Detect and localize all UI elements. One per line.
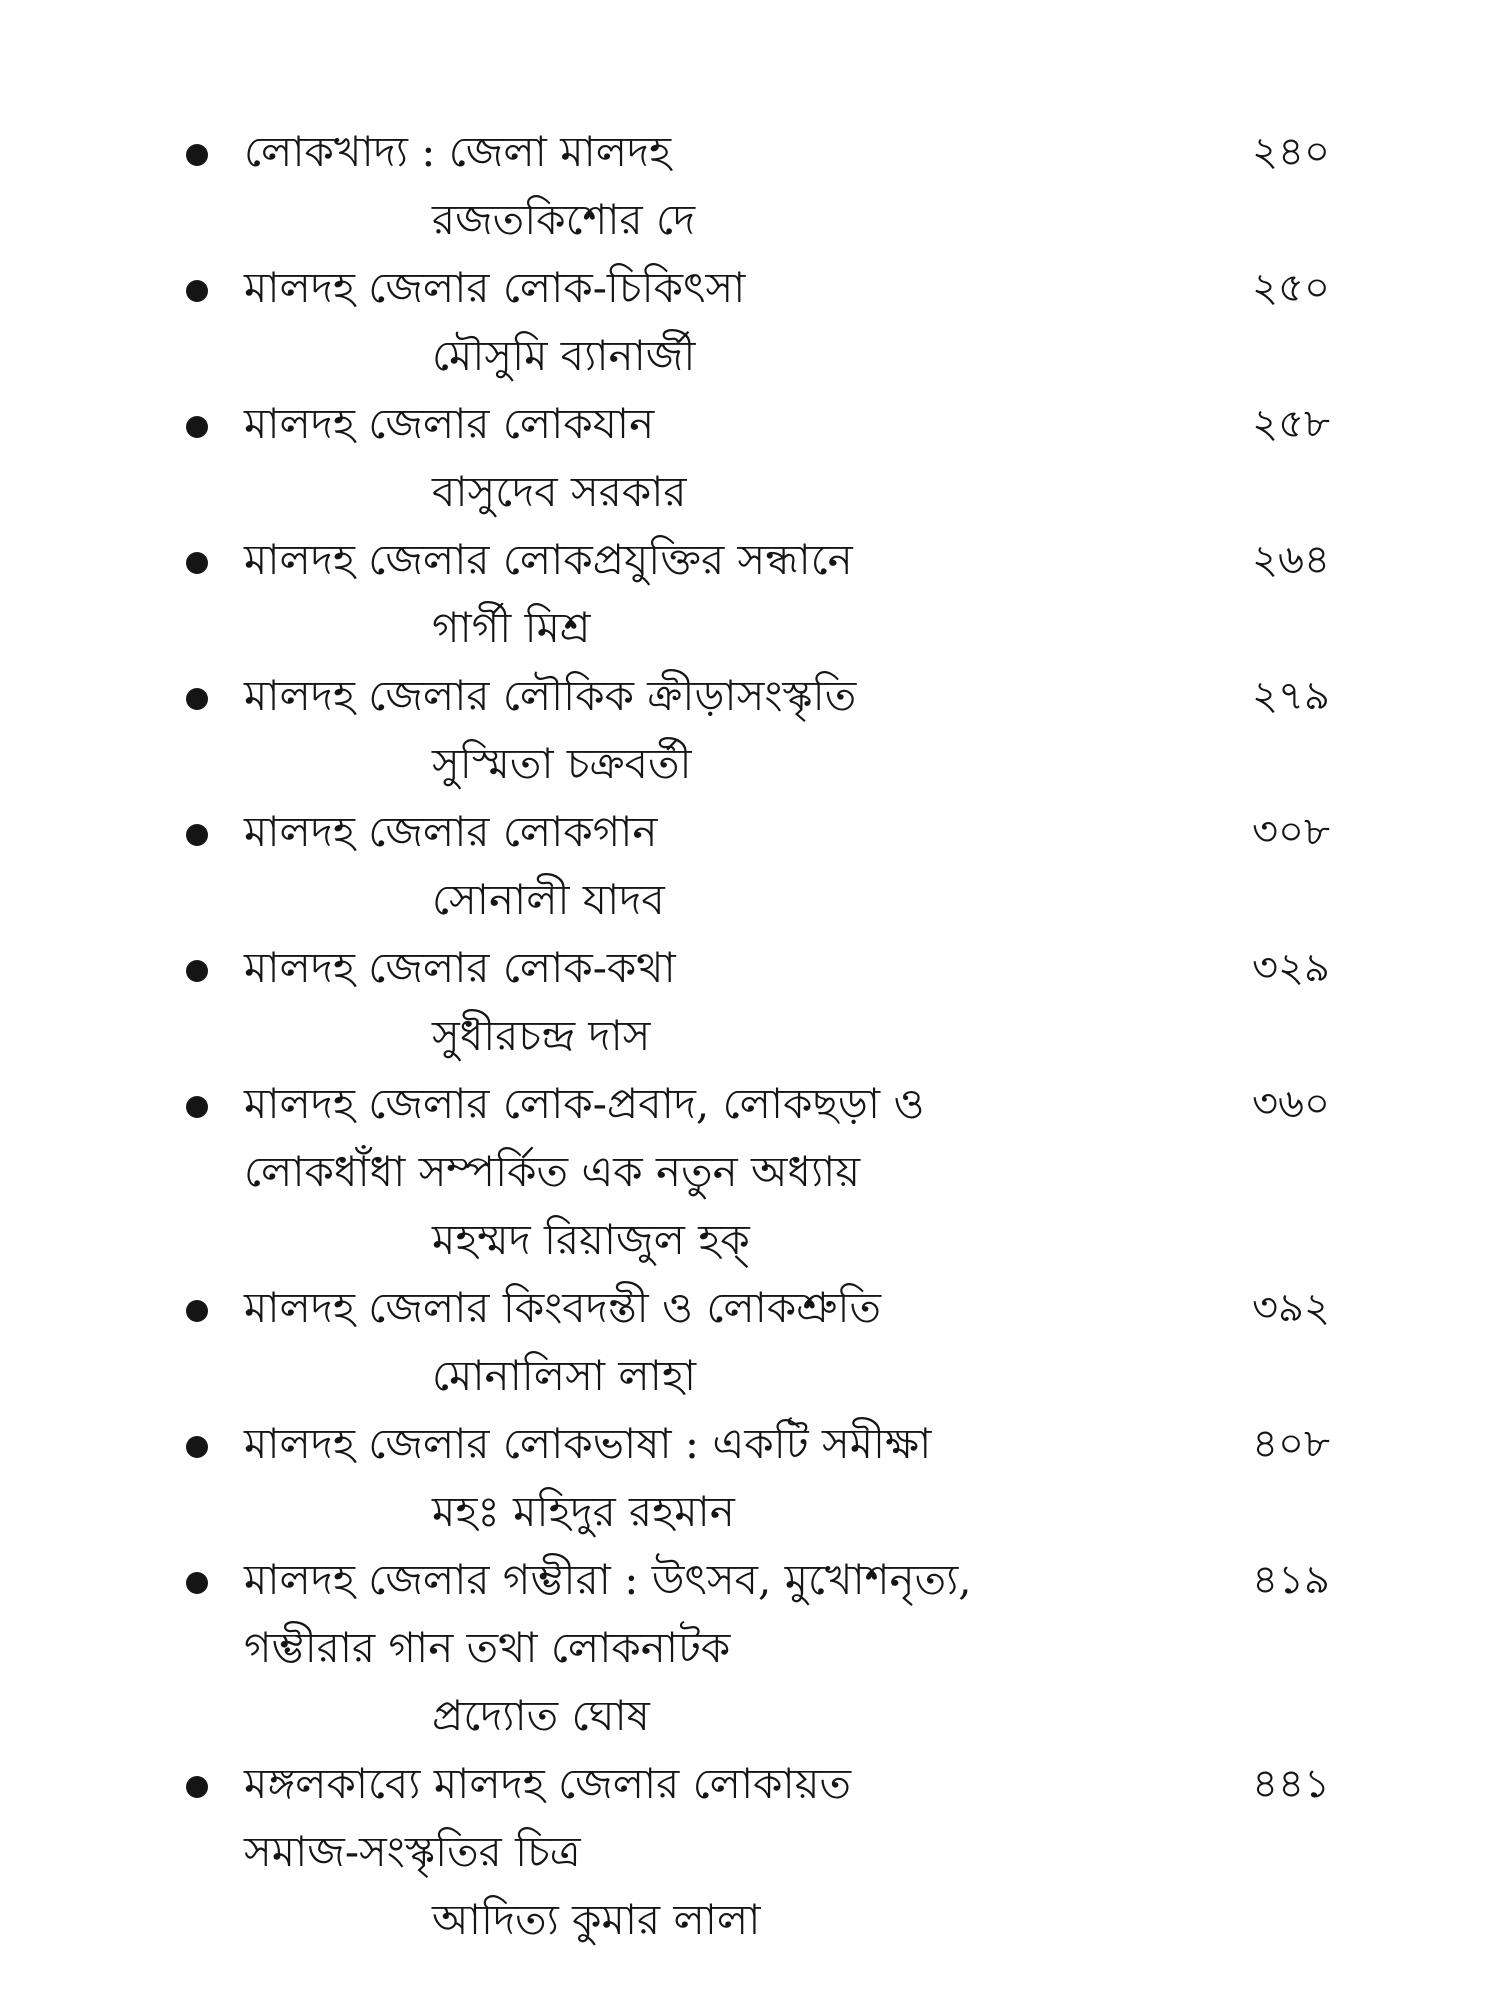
bullet-icon [186,1436,208,1458]
entry-page-number: ৩৯২ [1252,1285,1330,1331]
entry-page-number: ৪১৯ [1252,1557,1330,1603]
entry-page-number: ২৫৮ [1252,401,1330,447]
entry-title: মালদহ জেলার লোকগান [244,807,658,856]
entry-author: আদিত্য কুমার লালা [432,1895,761,1944]
bullet-icon [186,1300,208,1322]
entry-page-number: ২৪০ [1252,129,1330,175]
entry-title-continued: গম্ভীরার গান তথা লোকনাটক [244,1623,731,1672]
entry-author: গার্গী মিশ্র [432,603,591,652]
bullet-icon [186,144,208,166]
bullet-icon [186,1572,208,1594]
entry-page-number: ৪৪১ [1252,1761,1330,1807]
entry-title: মালদহ জেলার লোকপ্রযুক্তির সন্ধানে [244,535,853,584]
entry-title-continued: সমাজ-সংস্কৃতির চিত্র [244,1827,581,1876]
entry-author: মহঃ মহিদুর রহমান [432,1487,735,1536]
entry-author: প্রদ্যোত ঘোষ [432,1691,650,1740]
entry-author: মোনালিসা লাহা [432,1351,697,1400]
entry-title: মালদহ জেলার লৌকিক ক্রীড়াসংস্কৃতি [244,671,857,720]
entry-page-number: ২৭৯ [1252,673,1330,719]
entry-title: মালদহ জেলার লোকযান [244,399,655,448]
entry-title: মালদহ জেলার লোক-কথা [244,943,676,992]
bullet-icon [186,280,208,302]
entry-author: সুস্মিতা চক্রবর্তী [432,739,692,788]
bullet-icon [186,824,208,846]
entry-page-number: ৪০৮ [1252,1421,1330,1467]
entry-author: সুধীরচন্দ্র দাস [432,1011,651,1060]
bullet-icon [186,688,208,710]
entry-author: বাসুদেব সরকার [432,467,687,516]
entry-page-number: ৩০৮ [1252,809,1330,855]
entry-author: মহম্মদ রিয়াজুল হক্ [432,1215,750,1264]
entry-page-number: ৩২৯ [1252,945,1330,991]
entry-title: মালদহ জেলার লোক-চিকিৎসা [244,263,746,312]
bullet-icon [186,1776,208,1798]
bullet-icon [186,552,208,574]
entry-title: লোকখাদ্য : জেলা মালদহ [244,127,672,176]
entry-title: মালদহ জেলার কিংবদন্তী ও লোকশ্রুতি [244,1283,881,1332]
entry-title-continued: লোকধাঁধা সম্পর্কিত এক নতুন অধ্যায় [244,1147,861,1196]
bullet-icon [186,1096,208,1118]
entry-author: মৌসুমি ব্যানার্জী [432,331,696,380]
entry-title: মালদহ জেলার লোকভাষা : একটি সমীক্ষা [244,1419,932,1468]
entry-title: মালদহ জেলার লোক-প্রবাদ, লোকছড়া ও [244,1079,925,1128]
bullet-icon [186,960,208,982]
entry-page-number: ২৬৪ [1252,537,1330,583]
entry-author: রজতকিশোর দে [432,195,696,244]
entry-page-number: ২৫০ [1252,265,1330,311]
entry-author: সোনালী যাদব [432,875,665,924]
entry-title: মালদহ জেলার গম্ভীরা : উৎসব, মুখোশনৃত্য, [244,1555,972,1604]
entry-title: মঙ্গলকাব্যে মালদহ জেলার লোকায়ত [244,1759,851,1808]
entry-page-number: ৩৬০ [1251,1081,1330,1127]
bullet-icon [186,416,208,438]
